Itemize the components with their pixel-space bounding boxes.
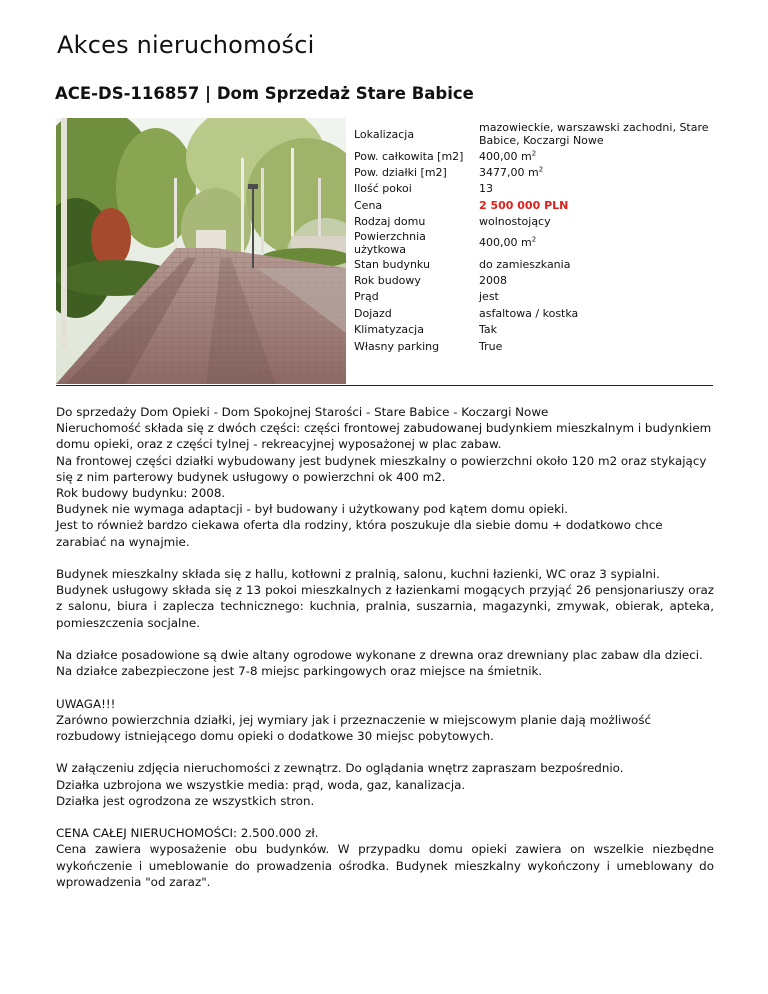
spec-label: Ilość pokoi xyxy=(354,182,412,196)
spec-label: Rok budowy xyxy=(354,274,421,288)
property-photo[interactable] xyxy=(56,118,346,384)
description-paragraph xyxy=(56,647,714,679)
spec-value xyxy=(479,230,714,256)
description-line: Rok budowy budynku: 2008. xyxy=(56,486,226,501)
property-description xyxy=(56,404,714,906)
spec-label: Klimatyzacja xyxy=(354,323,424,337)
spec-label: Stan budynku xyxy=(354,257,430,271)
spec-row-power xyxy=(354,289,714,305)
description-line: Działka jest ogrodzona ze wszystkich stron. xyxy=(56,793,315,808)
spec-label: Pow. działki [m2] xyxy=(354,166,447,180)
spec-value: wolnostojący xyxy=(479,215,551,229)
spec-row-condition xyxy=(354,256,714,272)
spec-label: Pow. całkowita [m2] xyxy=(354,149,464,163)
spec-value: True xyxy=(479,339,503,353)
square-superscript: 2 xyxy=(531,235,537,244)
spec-row-location xyxy=(354,120,714,148)
spec-row-total-area xyxy=(354,148,714,164)
description-paragraph xyxy=(56,825,714,890)
spec-row-air-conditioning xyxy=(354,322,714,338)
spec-row-plot-area xyxy=(354,164,714,180)
spec-row-house-type xyxy=(354,214,714,230)
spec-value-text: 3477,00 m xyxy=(479,166,539,180)
square-superscript: 2 xyxy=(531,149,537,158)
description-line: Na działce posadowione są dwie altany ogrodowe wykonane z drewna oraz drewniany plac zabaw dla dzieci. xyxy=(56,648,703,663)
description-line: Na frontowej części działki wybudowany jest budynek mieszkalny o powierzchni około 120 m2 oraz stykający się z nim parterowy budynek usługowy o powierzchni ok 400 m2. xyxy=(56,453,707,484)
spec-value: do zamieszkania xyxy=(479,257,571,271)
spec-row-year xyxy=(354,272,714,288)
spec-value: jest xyxy=(479,290,499,304)
spec-value xyxy=(479,148,714,164)
description-paragraph xyxy=(56,404,714,550)
spec-row-price xyxy=(354,197,714,213)
description-line: Zarówno powierzchnia działki, jej wymiary jak i przeznaczenie w miejscowym planie dają możliwość rozbudowy istniejącego domu opieki o dodatkowe 30 miejsc pobytowych. xyxy=(56,712,652,744)
spec-row-parking xyxy=(354,338,714,354)
site-brand[interactable]: Akces nieruchomości xyxy=(57,31,315,59)
spec-value: Tak xyxy=(479,323,498,337)
spec-label: Rodzaj domu xyxy=(354,215,426,229)
spec-label: Prąd xyxy=(354,290,379,304)
description-line: Jest to również bardzo ciekawa oferta dla rodziny, która poszukuje dla siebie domu + dodatkowo chce zarabiać na wynajmie. xyxy=(56,518,663,549)
spec-value: 2008 xyxy=(479,274,507,288)
property-specs-table xyxy=(354,120,714,354)
description-paragraph xyxy=(56,696,714,745)
description-line: Budynek mieszkalny składa się z hallu, kotłowni z pralnią, salonu, kuchni łazienki, WC oraz 3 sypialni. xyxy=(56,567,660,582)
property-photo-image xyxy=(56,118,346,384)
spec-value: 13 xyxy=(479,182,493,196)
description-paragraph xyxy=(56,566,714,631)
description-paragraph xyxy=(56,760,714,809)
spec-label: Powierzchnia użytkowa xyxy=(354,229,426,256)
square-superscript: 2 xyxy=(538,165,544,174)
description-line: UWAGA!!! xyxy=(56,696,116,711)
section-divider xyxy=(56,385,713,386)
spec-label: Lokalizacja xyxy=(354,127,415,141)
spec-value xyxy=(479,164,714,180)
price-value: 2 500 000 PLN xyxy=(479,198,569,212)
spec-value-text: 400,00 m xyxy=(479,149,532,163)
description-line: Budynek nie wymaga adaptacji - był budowany i użytkowany pod kątem domu opieki. xyxy=(56,502,569,517)
spec-value: mazowieckie, warszawski zachodni, Stare Babice, Koczargi Nowe xyxy=(479,121,709,147)
description-line: Budynek usługowy składa się z 13 pokoi mieszkalnych z łazienkami mogących przyjąć 26 pensjonariuszy oraz z salonu, biura i zaplecza technicznego: kuchnia, pralnia, suszarnia, magazynki, zmywak, obierak, apteka, pomieszczenia socjalne. xyxy=(56,583,714,630)
spec-label: Własny parking xyxy=(354,339,440,353)
spec-value: asfaltowa / kostka xyxy=(479,306,579,320)
description-line: Działka uzbrojona we wszystkie media: prąd, woda, gaz, kanalizacja. xyxy=(56,777,466,792)
description-line: W załączeniu zdjęcia nieruchomości z zewnątrz. Do oglądania wnętrz zapraszam bezpośrednio. xyxy=(56,761,624,776)
description-line: CENA CAŁEJ NIERUCHOMOŚCI: 2.500.000 zł. xyxy=(56,826,319,841)
description-line: Na działce zabezpieczone jest 7-8 miejsc parkingowych oraz miejsce na śmietnik. xyxy=(56,664,543,679)
spec-row-usable-area xyxy=(354,230,714,256)
spec-value-text: 400,00 m xyxy=(479,236,532,250)
listing-title: ACE-DS-116857 | Dom Sprzedaż Stare Babice xyxy=(55,84,474,103)
spec-row-rooms xyxy=(354,181,714,197)
description-line: Nieruchomość składa się z dwóch części: części frontowej zabudowanej budynkiem mieszkalnym i budynkiem domu opieki, oraz z części tylnej - rekreacyjnej wyposażonej w plac zabaw. xyxy=(56,421,712,452)
description-line: Cena zawiera wyposażenie obu budynków. W przypadku domu opieki zawiera on wszelkie niezbędne wykończenie i umeblowanie do prowadzenia ośrodka. Budynek mieszkalny wykończony i umeblowany do wprowadzenia "od zaraz". xyxy=(56,842,714,889)
spec-row-access xyxy=(354,305,714,321)
description-line: Do sprzedaży Dom Opieki - Dom Spokojnej Starości - Stare Babice - Koczargi Nowe xyxy=(56,405,549,419)
spec-label: Cena xyxy=(354,198,383,212)
spec-label: Dojazd xyxy=(354,306,392,320)
